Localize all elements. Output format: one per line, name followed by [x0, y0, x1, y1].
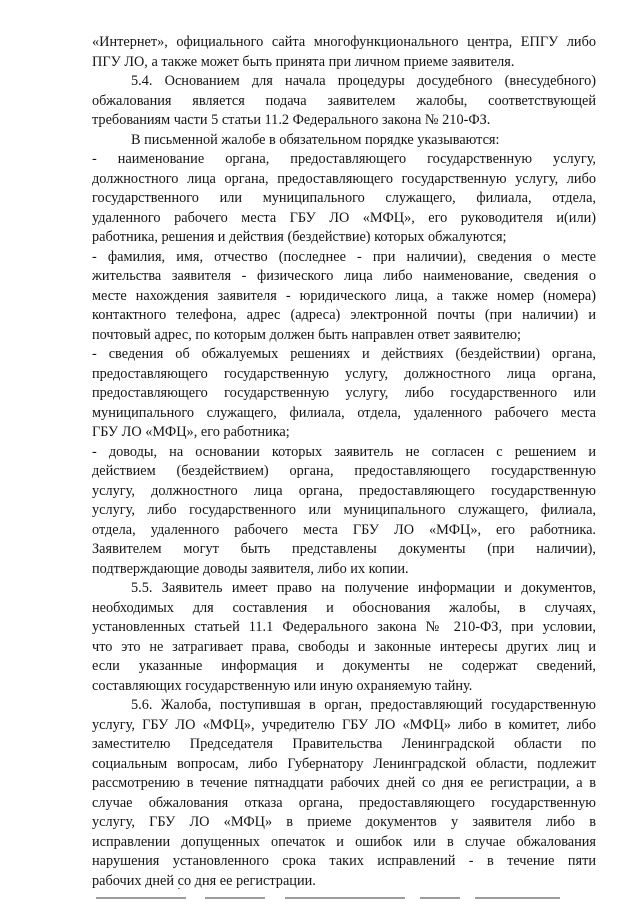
text-line: действием (бездействием) органа, предоставляющего государственную: [92, 463, 596, 479]
document-body: [92, 33, 596, 891]
text-line: жительства заявителя - физического лица либо наименование, сведения о: [92, 268, 596, 284]
text-line: услугу, ГБУ ЛО «МФЦ», учредителю ГБУ ЛО «МФЦ» либо в комитет, либо: [92, 716, 596, 733]
text-line: отдела, удаленного рабочего места ГБУ ЛО «МФЦ», его работника.: [92, 521, 596, 538]
text-line: предоставляющего государственную услугу, должностного лица органа,: [92, 365, 596, 382]
scan-artifact-line: [285, 897, 405, 899]
text-line: рассмотрению в течение пятнадцати рабочих дней со дня ее регистрации, а в: [92, 775, 596, 791]
scan-artifact-line: [205, 897, 265, 899]
text-line: ГБУ ЛО «МФЦ», его работника;: [92, 424, 290, 440]
text-line: требованиям части 5 статьи 11.2 Федерального закона № 210-ФЗ.: [92, 112, 491, 128]
text-line: социальным вопросам, либо Губернатору Ленинградской области, подлежит: [92, 755, 596, 772]
text-line: - сведения об обжалуемых решениях и действиях (бездействии) органа,: [92, 346, 596, 362]
text-line: 5.5. Заявитель имеет право на получение информации и документов,: [131, 580, 596, 596]
text-line: исправлении допущенных опечаток и ошибок или в случае обжалования: [92, 833, 596, 850]
text-line: установленных статьей 11.1 Федерального закона № 210-ФЗ, при условии,: [92, 619, 596, 635]
text-line: 5.6. Жалоба, поступившая в орган, предоставляющий государственную: [131, 697, 596, 713]
text-line: рабочих дней со дня ее регистрации.: [92, 872, 316, 889]
scan-artifact-line: [420, 897, 460, 899]
text-line: Заявителем могут быть представлены документы (при наличии),: [92, 541, 596, 557]
text-line: составляющих государственную или иную охраняемую тайну.: [92, 677, 473, 694]
text-line: нарушения установленного срока таких исправлений - в течение пяти: [92, 853, 596, 869]
scan-speck: [178, 888, 180, 889]
text-line: муниципального служащего, филиала, отдела, удаленного рабочего места: [92, 404, 596, 421]
text-line: что это не затрагивает права, свободы и законные интересы других лиц и: [92, 638, 596, 655]
text-line: - фамилия, имя, отчество (последнее - при наличии), сведения о месте: [92, 248, 596, 265]
text-line: случае обжалования отказа органа, предоставляющего государственную: [92, 794, 596, 811]
text-line: предоставляющего государственную услугу, либо государственного или: [92, 385, 596, 401]
text-line: услугу, ГБУ ЛО «МФЦ» в приеме документов у заявителя либо в: [92, 814, 596, 830]
text-line: почтовый адрес, по которым должен быть направлен ответ заявителю;: [92, 326, 521, 343]
text-line: - доводы, на основании которых заявитель не согласен с решением и: [92, 443, 596, 460]
scan-artifact-line: [96, 897, 186, 899]
text-line: должностного лица органа, предоставляющего государственную услугу, либо: [92, 170, 596, 187]
text-line: В письменной жалобе в обязательном порядке указываются:: [131, 131, 500, 148]
text-line: услугу, должностного лица органа, предоставляющего государственную: [92, 482, 596, 499]
text-line: заместителю Председателя Правительства Ленинградской области по: [92, 736, 596, 752]
text-line: если указанные информация и документы не содержат сведений,: [92, 658, 596, 674]
text-line: удаленного рабочего места ГБУ ЛО «МФЦ», его руководителя и(или): [92, 209, 596, 226]
text-line: месте нахождения заявителя - юридического лица, а также номер (номера): [92, 287, 596, 304]
text-line: ПГУ ЛО, а также может быть принята при личном приеме заявителя.: [92, 53, 515, 70]
text-line: обжалования является подача заявителем жалобы, соответствующей: [92, 92, 596, 109]
text-line: необходимых для составления и обоснования жалобы, в случаях,: [92, 599, 596, 616]
text-line: «Интернет», официального сайта многофункционального центра, ЕПГУ либо: [92, 34, 596, 50]
text-line: услугу, либо государственного или муниципального служащего, филиала,: [92, 502, 596, 518]
text-line: контактного телефона, адрес (адреса) электронной почты (при наличии) и: [92, 307, 596, 323]
text-line: - наименование органа, предоставляющего государственную услугу,: [92, 151, 596, 167]
scan-artifact-line: [475, 897, 560, 899]
text-line: 5.4. Основанием для начала процедуры досудебного (внесудебного): [131, 73, 596, 89]
text-line: работника, решения и действия (бездействие) которых обжалуются;: [92, 229, 507, 245]
text-line: государственного или муниципального служащего, филиала, отдела,: [92, 190, 596, 206]
text-line: подтверждающие доводы заявителя, либо их копии.: [92, 560, 409, 577]
